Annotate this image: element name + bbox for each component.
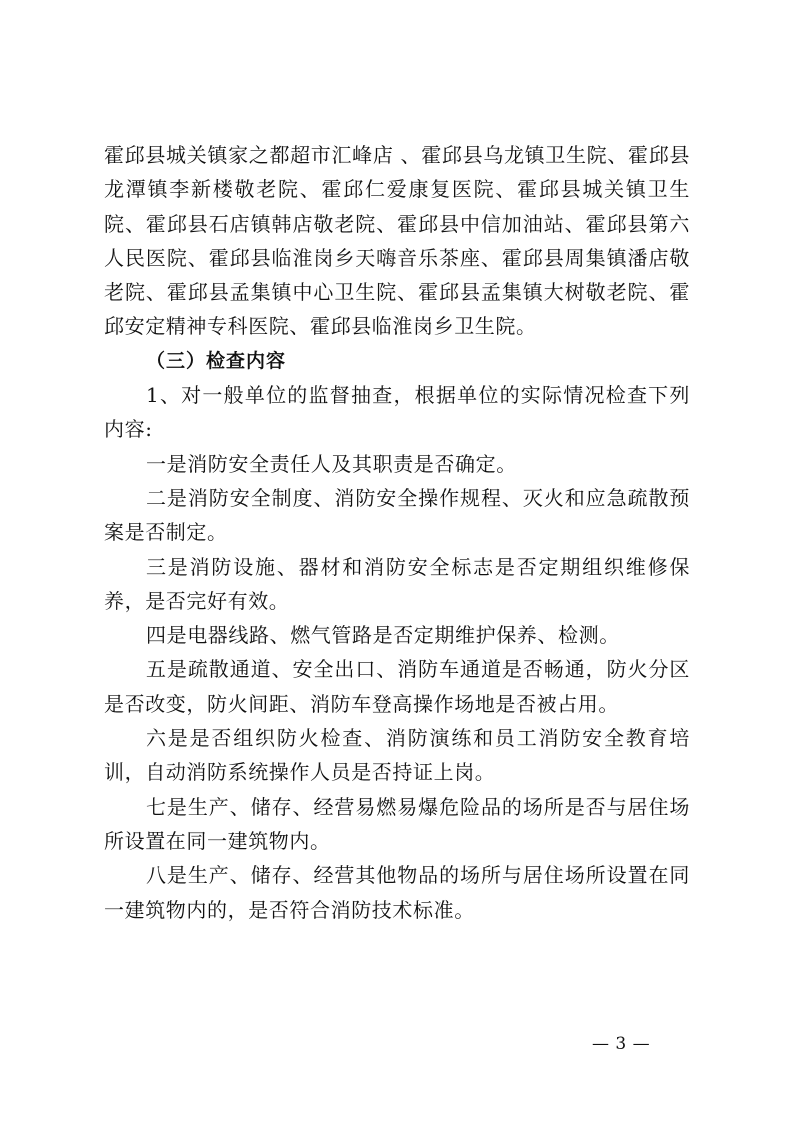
inspection-item-1: 一是消防安全责任人及其职责是否确定。 — [146, 451, 517, 476]
inspection-intro-paragraph: 1、对一般单位的监督抽查，根据单位的实际情况检查下列内容: — [104, 383, 690, 442]
inspection-item-2: 二是消防安全制度、消防安全操作规程、灭火和应急疏散预案是否制定。 — [104, 485, 690, 545]
unit-list-paragraph: 霍邱县城关镇家之都超市汇峰店 、霍邱县乌龙镇卫生院、霍邱县龙潭镇李新楼敬老院、霍邱仁爱康复医院、霍邱县城关镇卫生院、霍邱县石店镇韩店敬老院、霍邱县中信加油站、霍邱县第六人民医院、霍邱县临淮岗乡天嗨音乐茶座、霍邱县周集镇潘店敬老院、霍邱县孟集镇中心卫生院、霍邱县孟集镇大树敬老院、霍邱安定精神专科医院、霍邱县临淮岗乡卫生院。 — [104, 143, 690, 339]
inspection-item-8: 八是生产、储存、经营其他物品的场所与居住场所设置在同一建筑物内的，是否符合消防技术标准。 — [104, 863, 690, 922]
inspection-item-5: 五是疏散通道、安全出口、消防车通道是否畅通，防火分区是否改变，防火间距、消防车登高操作场地是否被占用。 — [104, 657, 690, 716]
inspection-item-4: 四是电器线路、燃气管路是否定期维护保养、检测。 — [146, 623, 620, 648]
document-body — [104, 138, 690, 927]
inspection-item-3: 三是消防设施、器材和消防安全标志是否定期组织维修保养，是否完好有效。 — [104, 554, 690, 613]
section-heading-inspection-content: （三）检查内容 — [146, 349, 287, 372]
inspection-item-7: 七是生产、储存、经营易燃易爆危险品的场所是否与居住场所设置在同一建筑物内。 — [104, 794, 690, 853]
page-number: — 3 — — [592, 1034, 651, 1054]
inspection-item-6: 六是是否组织防火检查、消防演练和员工消防安全教育培训，自动消防系统操作人员是否持证上岗。 — [104, 726, 690, 785]
